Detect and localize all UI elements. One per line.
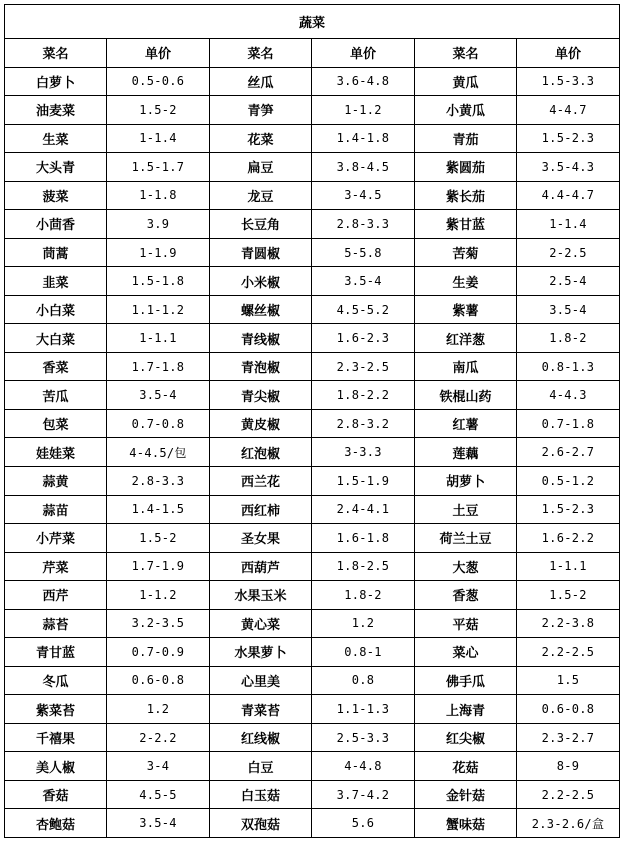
vegetable-name-cell: 莲藕 [415,438,517,467]
unit-price-cell: 1.8-2.5 [312,552,415,581]
table-row [5,495,620,524]
title-row [5,5,620,39]
vegetable-name-cell: 香葱 [415,581,517,610]
unit-price-cell: 0.8-1 [312,638,415,667]
unit-price-cell: 1.7-1.8 [107,352,210,381]
unit-price-cell: 0.6-0.8 [107,666,210,695]
unit-price-cell: 2.3-2.7 [517,723,620,752]
table-row [5,96,620,125]
unit-price-cell: 2.8-3.2 [312,409,415,438]
unit-price-cell: 1-1.1 [517,552,620,581]
unit-price-cell: 1.2 [312,609,415,638]
unit-price-cell: 3.6-4.8 [312,67,415,96]
vegetable-name-cell: 南瓜 [415,352,517,381]
unit-price-cell: 4.5-5.2 [312,295,415,324]
vegetable-name-cell: 青茄 [415,124,517,153]
vegetable-name-cell: 紫菜苔 [5,695,107,724]
vegetable-name-cell: 土豆 [415,495,517,524]
unit-price-cell: 2.3-2.5 [312,352,415,381]
vegetable-name-cell: 西芹 [5,581,107,610]
unit-price-cell: 1.5-2.3 [517,124,620,153]
unit-price-cell: 2.3-2.6/盒 [517,809,620,838]
table-row [5,666,620,695]
vegetable-name-cell: 蒜苗 [5,495,107,524]
vegetable-name-cell: 生姜 [415,267,517,296]
unit-price-cell: 1.5-2 [107,524,210,553]
unit-price-cell: 0.8 [312,666,415,695]
unit-price-cell: 3.5-4.3 [517,153,620,182]
unit-price-cell: 1.5-2 [107,96,210,125]
table-title: 蔬菜 [5,5,620,39]
vegetable-name-cell: 茼蒿 [5,238,107,267]
vegetable-name-cell: 芹菜 [5,552,107,581]
vegetable-name-cell: 紫圆茄 [415,153,517,182]
unit-price-cell: 2.8-3.3 [312,210,415,239]
table-row [5,267,620,296]
unit-price-cell: 0.8-1.3 [517,352,620,381]
table-row [5,67,620,96]
vegetable-name-cell: 水果萝卜 [210,638,312,667]
table-row [5,238,620,267]
table-row [5,581,620,610]
vegetable-name-cell: 蟹味菇 [415,809,517,838]
unit-price-cell: 1-1.4 [517,210,620,239]
unit-price-cell: 2.8-3.3 [107,467,210,496]
unit-price-cell: 0.7-0.9 [107,638,210,667]
unit-price-cell: 4-4.7 [517,96,620,125]
unit-price-cell: 2.2-2.5 [517,780,620,809]
unit-price-cell: 1-1.2 [312,96,415,125]
vegetable-name-cell: 大葱 [415,552,517,581]
unit-price-cell: 1-1.2 [107,581,210,610]
unit-price-cell: 3.2-3.5 [107,609,210,638]
unit-price-cell: 3-3.3 [312,438,415,467]
vegetable-name-cell: 扁豆 [210,153,312,182]
vegetable-name-cell: 大头青 [5,153,107,182]
vegetable-name-cell: 上海青 [415,695,517,724]
unit-price-cell: 1-1.9 [107,238,210,267]
unit-price-cell: 1.4-1.5 [107,495,210,524]
table-row [5,467,620,496]
vegetable-name-cell: 花菜 [210,124,312,153]
vegetable-name-cell: 青泡椒 [210,352,312,381]
table-row [5,638,620,667]
unit-price-cell: 1.7-1.9 [107,552,210,581]
unit-price-cell: 2-2.2 [107,723,210,752]
table-row [5,752,620,781]
table-row [5,381,620,410]
header-cell-name: 菜名 [210,39,312,68]
vegetable-name-cell: 青菜苔 [210,695,312,724]
unit-price-cell: 3.5-4 [107,381,210,410]
vegetable-name-cell: 黄瓜 [415,67,517,96]
unit-price-cell: 1.5-2.3 [517,495,620,524]
unit-price-cell: 3-4.5 [312,181,415,210]
header-row [5,39,620,68]
unit-price-cell: 2.2-3.8 [517,609,620,638]
table-row [5,295,620,324]
vegetable-name-cell: 青笋 [210,96,312,125]
unit-price-cell: 4-4.3 [517,381,620,410]
table-row [5,723,620,752]
vegetable-name-cell: 圣女果 [210,524,312,553]
unit-price-cell: 1.8-2 [517,324,620,353]
unit-price-cell: 2.6-2.7 [517,438,620,467]
table-row [5,124,620,153]
unit-price-cell: 3.9 [107,210,210,239]
unit-price-cell: 1.5-1.9 [312,467,415,496]
unit-price-cell: 2.5-3.3 [312,723,415,752]
vegetable-name-cell: 平菇 [415,609,517,638]
header-cell-price: 单价 [312,39,415,68]
unit-price-cell: 4-4.8 [312,752,415,781]
price-table [4,4,620,838]
unit-price-cell: 0.7-1.8 [517,409,620,438]
unit-price-cell: 1.4-1.8 [312,124,415,153]
unit-price-cell: 4-4.5/包 [107,438,210,467]
unit-price-cell: 3.5-4 [107,809,210,838]
vegetable-name-cell: 白豆 [210,752,312,781]
vegetable-name-cell: 花菇 [415,752,517,781]
table-row [5,695,620,724]
unit-price-cell: 3.5-4 [517,295,620,324]
vegetable-name-cell: 青圆椒 [210,238,312,267]
unit-price-cell: 3.5-4 [312,267,415,296]
unit-price-cell: 0.5-1.2 [517,467,620,496]
vegetable-name-cell: 胡萝卜 [415,467,517,496]
vegetable-name-cell: 双孢菇 [210,809,312,838]
unit-price-cell: 1.8-2.2 [312,381,415,410]
table-row [5,609,620,638]
vegetable-name-cell: 心里美 [210,666,312,695]
vegetable-name-cell: 长豆角 [210,210,312,239]
vegetable-name-cell: 油麦菜 [5,96,107,125]
table-row [5,438,620,467]
vegetable-name-cell: 龙豆 [210,181,312,210]
vegetable-name-cell: 水果玉米 [210,581,312,610]
table-row [5,324,620,353]
vegetable-name-cell: 千禧果 [5,723,107,752]
unit-price-cell: 5-5.8 [312,238,415,267]
unit-price-cell: 1.6-2.3 [312,324,415,353]
unit-price-cell: 1-1.8 [107,181,210,210]
vegetable-name-cell: 小白菜 [5,295,107,324]
table-row [5,552,620,581]
unit-price-cell: 2.5-4 [517,267,620,296]
vegetable-name-cell: 佛手瓜 [415,666,517,695]
header-cell-name: 菜名 [415,39,517,68]
unit-price-cell: 1.6-1.8 [312,524,415,553]
unit-price-cell: 1.1-1.3 [312,695,415,724]
vegetable-name-cell: 西兰花 [210,467,312,496]
vegetable-name-cell: 香菇 [5,780,107,809]
unit-price-cell: 2.2-2.5 [517,638,620,667]
vegetable-name-cell: 荷兰土豆 [415,524,517,553]
vegetable-name-cell: 蒜黄 [5,467,107,496]
unit-price-cell: 1-1.4 [107,124,210,153]
vegetable-name-cell: 菠菜 [5,181,107,210]
vegetable-name-cell: 红洋葱 [415,324,517,353]
vegetable-name-cell: 美人椒 [5,752,107,781]
vegetable-name-cell: 韭菜 [5,267,107,296]
vegetable-name-cell: 红线椒 [210,723,312,752]
vegetable-name-cell: 苦菊 [415,238,517,267]
vegetable-name-cell: 铁棍山药 [415,381,517,410]
unit-price-cell: 2.4-4.1 [312,495,415,524]
vegetable-name-cell: 冬瓜 [5,666,107,695]
unit-price-cell: 1.5-2 [517,581,620,610]
unit-price-cell: 0.7-0.8 [107,409,210,438]
vegetable-name-cell: 白萝卜 [5,67,107,96]
unit-price-cell: 4.4-4.7 [517,181,620,210]
header-cell-name: 菜名 [5,39,107,68]
table-row [5,210,620,239]
vegetable-name-cell: 菜心 [415,638,517,667]
unit-price-cell: 1.5 [517,666,620,695]
unit-price-cell: 0.6-0.8 [517,695,620,724]
vegetable-name-cell: 西红柿 [210,495,312,524]
unit-price-cell: 5.6 [312,809,415,838]
unit-price-cell: 1.8-2 [312,581,415,610]
vegetable-name-cell: 金针菇 [415,780,517,809]
table-row [5,409,620,438]
table-row [5,780,620,809]
vegetable-name-cell: 小芹菜 [5,524,107,553]
unit-price-cell: 1.5-1.7 [107,153,210,182]
unit-price-cell: 1.5-3.3 [517,67,620,96]
unit-price-cell: 1.6-2.2 [517,524,620,553]
table-row [5,524,620,553]
vegetable-name-cell: 大白菜 [5,324,107,353]
vegetable-name-cell: 青线椒 [210,324,312,353]
table-row [5,809,620,838]
vegetable-name-cell: 红尖椒 [415,723,517,752]
vegetable-name-cell: 紫长茄 [415,181,517,210]
unit-price-cell: 4.5-5 [107,780,210,809]
vegetable-name-cell: 杏鲍菇 [5,809,107,838]
vegetable-name-cell: 红泡椒 [210,438,312,467]
unit-price-cell: 3.7-4.2 [312,780,415,809]
vegetable-name-cell: 娃娃菜 [5,438,107,467]
unit-price-cell: 3.8-4.5 [312,153,415,182]
vegetable-name-cell: 包菜 [5,409,107,438]
vegetable-name-cell: 螺丝椒 [210,295,312,324]
vegetable-name-cell: 紫薯 [415,295,517,324]
vegetable-name-cell: 小米椒 [210,267,312,296]
unit-price-cell: 1.2 [107,695,210,724]
unit-price-cell: 0.5-0.6 [107,67,210,96]
table-row [5,352,620,381]
vegetable-name-cell: 丝瓜 [210,67,312,96]
unit-price-cell: 1-1.1 [107,324,210,353]
vegetable-name-cell: 黄皮椒 [210,409,312,438]
vegetable-name-cell: 蒜苔 [5,609,107,638]
vegetable-name-cell: 白玉菇 [210,780,312,809]
unit-price-cell: 8-9 [517,752,620,781]
table-row [5,181,620,210]
unit-price-cell: 1.5-1.8 [107,267,210,296]
header-cell-price: 单价 [517,39,620,68]
vegetable-name-cell: 香菜 [5,352,107,381]
vegetable-name-cell: 黄心菜 [210,609,312,638]
vegetable-name-cell: 小茴香 [5,210,107,239]
table-row [5,153,620,182]
vegetable-name-cell: 小黄瓜 [415,96,517,125]
unit-price-cell: 3-4 [107,752,210,781]
vegetable-name-cell: 苦瓜 [5,381,107,410]
header-cell-price: 单价 [107,39,210,68]
vegetable-name-cell: 青尖椒 [210,381,312,410]
vegetable-name-cell: 生菜 [5,124,107,153]
unit-price-cell: 1.1-1.2 [107,295,210,324]
vegetable-name-cell: 西葫芦 [210,552,312,581]
vegetable-name-cell: 青甘蓝 [5,638,107,667]
vegetable-name-cell: 红薯 [415,409,517,438]
unit-price-cell: 2-2.5 [517,238,620,267]
vegetable-name-cell: 紫甘蓝 [415,210,517,239]
